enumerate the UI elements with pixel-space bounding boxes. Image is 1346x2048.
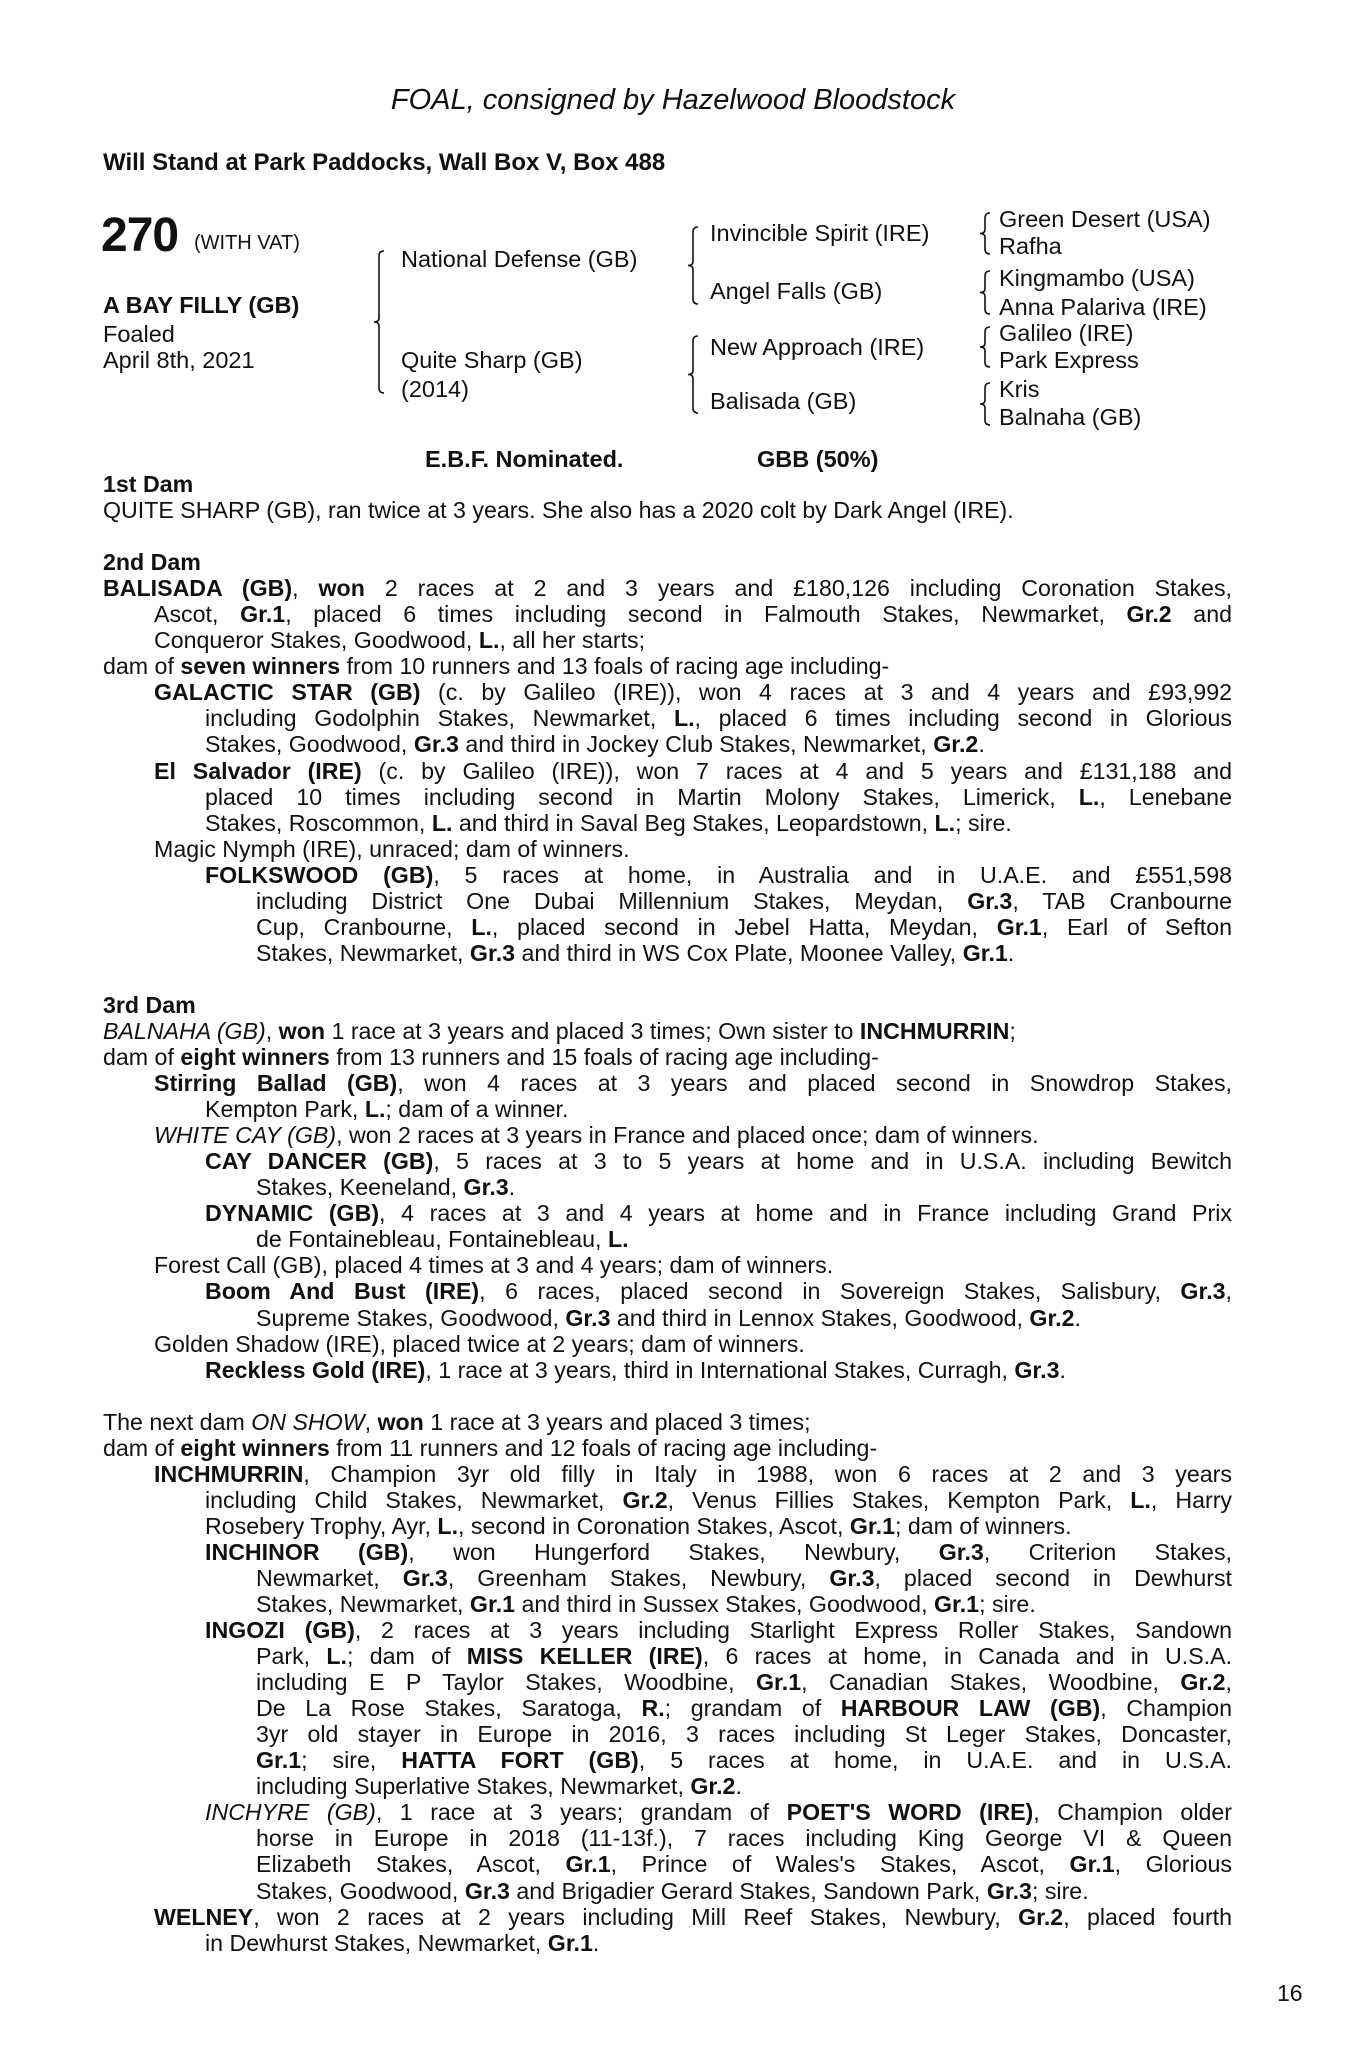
bold-run: INCHMURRIN bbox=[154, 1460, 304, 1487]
text-line bbox=[154, 1904, 1232, 1930]
lot-name: A BAY FILLY (GB) bbox=[103, 292, 300, 318]
text-run: , placed second in Dewhurst bbox=[874, 1564, 1232, 1591]
text-line bbox=[205, 784, 1232, 810]
pedigree-gen3: Kris bbox=[999, 376, 1040, 402]
text-run: ; sire. bbox=[1031, 1877, 1089, 1904]
text-run: , Champion older bbox=[1033, 1799, 1232, 1826]
text-run: Stakes, Roscommon, bbox=[205, 809, 432, 836]
pedigree-entry bbox=[103, 1409, 1232, 1435]
bold-run: Gr.3 bbox=[967, 887, 1013, 914]
lot-number: 270 bbox=[101, 209, 179, 262]
pedigree-gen3: Galileo (IRE) bbox=[999, 320, 1134, 346]
pedigree-gen2: Invincible Spirit (IRE) bbox=[710, 220, 930, 246]
bold-run: Gr.3 bbox=[469, 939, 516, 966]
text-line bbox=[256, 1825, 1232, 1851]
bold-run: L. bbox=[431, 809, 453, 836]
text-run: , won 4 races at 3 years and placed second in Snowdrop Stakes, bbox=[397, 1070, 1232, 1097]
text-run: , won 2 races at 2 years including Mill Reef Stakes, Newbury, bbox=[253, 1903, 1019, 1930]
text-line bbox=[256, 1878, 1232, 1904]
bold-run: Gr.3 bbox=[1180, 1278, 1226, 1305]
text-run: (c. by Galileo (IRE)), won 7 races at 4 and 5 years and £131,188 and bbox=[361, 757, 1232, 784]
text-run: including District One Dubai Millennium Stakes, Meydan, bbox=[256, 887, 968, 914]
pedigree-gen3: Kingmambo (USA) bbox=[999, 265, 1195, 291]
text-run: and third in Lennox Stakes, Goodwood, bbox=[610, 1304, 1030, 1331]
foaled-label: Foaled bbox=[103, 321, 175, 347]
bold-run: Gr.1 bbox=[996, 913, 1042, 940]
text-run: , Earl of Sefton bbox=[1041, 913, 1232, 940]
bold-run: POET'S WORD (IRE) bbox=[786, 1799, 1034, 1826]
text-run: including Superlative Stakes, Newmarket, bbox=[256, 1773, 691, 1800]
pedigree-entry bbox=[103, 1904, 1232, 1956]
text-run: de Fontainebleau, Fontainebleau, bbox=[256, 1226, 608, 1253]
dam-section bbox=[103, 1409, 1232, 1956]
bold-run: Gr.1 bbox=[933, 1591, 980, 1618]
text-run: ; dam of bbox=[347, 1643, 467, 1670]
bold-run: won bbox=[377, 1408, 424, 1435]
text-run: Stakes, Keeneland, bbox=[256, 1174, 464, 1201]
text-line bbox=[256, 940, 1232, 966]
italic-run: WHITE CAY (GB) bbox=[154, 1122, 337, 1149]
text-run: , Greenham Stakes, Newbury, bbox=[447, 1564, 830, 1591]
text-run: from 11 runners and 12 foals of racing age including- bbox=[329, 1434, 878, 1461]
bold-run: L. bbox=[1078, 783, 1100, 810]
bold-run: Gr.1 bbox=[962, 939, 1008, 966]
pedigree-bracket bbox=[978, 382, 994, 426]
text-run: . bbox=[592, 1929, 600, 1956]
text-run: from 10 runners and 13 foals of racing age including- bbox=[340, 653, 890, 680]
bold-run: L. bbox=[326, 1643, 347, 1670]
foaled-date: April 8th, 2021 bbox=[103, 347, 255, 373]
pedigree-gen3: Anna Palariva (IRE) bbox=[999, 294, 1207, 320]
pedigree-gen2: Balisada (GB) bbox=[710, 388, 857, 414]
pedigree-gen3: Rafha bbox=[999, 233, 1062, 259]
text-line bbox=[205, 1539, 1232, 1565]
text-line bbox=[205, 810, 1232, 836]
bold-run: Gr.1 bbox=[1069, 1851, 1115, 1878]
bold-run: Gr.3 bbox=[1014, 1356, 1060, 1383]
text-line bbox=[154, 1461, 1232, 1487]
text-line bbox=[256, 1851, 1232, 1877]
bold-run: Gr.2 bbox=[622, 1486, 668, 1513]
bold-run: Gr.3 bbox=[829, 1564, 875, 1591]
bold-run: INCHINOR (GB) bbox=[205, 1538, 409, 1565]
text-run: Stakes, Goodwood, bbox=[205, 731, 414, 758]
text-run: Ascot, bbox=[154, 601, 241, 628]
bold-run: Gr.2 bbox=[1126, 601, 1172, 628]
text-run: , won 2 races at 3 years in France and placed once; dam of winners. bbox=[336, 1122, 1039, 1149]
text-run: 2 races at 2 and 3 years and £180,126 including Coronation Stakes, bbox=[364, 575, 1232, 602]
text-run: and bbox=[1171, 601, 1232, 628]
bold-run: El Salvador (IRE) bbox=[154, 757, 362, 784]
text-line bbox=[154, 1070, 1232, 1096]
text-run: horse in Europe in 2018 (11-13f.), 7 races including King George VI & Queen bbox=[256, 1825, 1232, 1852]
pedigree-entry bbox=[103, 1252, 1232, 1278]
bold-run: INGOZI (GB) bbox=[205, 1617, 355, 1644]
bold-run: Gr.1 bbox=[849, 1512, 895, 1539]
text-run: , placed second in Jebel Hatta, Meydan, bbox=[491, 913, 997, 940]
text-run: QUITE SHARP (GB), ran twice at 3 years. She also has a 2020 colt by Dark Angel (IRE). bbox=[103, 497, 1014, 524]
dam-section bbox=[103, 549, 1232, 966]
pedigree-entry bbox=[103, 1435, 1232, 1461]
text-run: , Glorious bbox=[1114, 1851, 1232, 1878]
text-line bbox=[103, 497, 1232, 523]
text-line bbox=[256, 1226, 1232, 1252]
bold-run: L. bbox=[471, 913, 492, 940]
bold-run: BALISADA (GB) bbox=[103, 575, 293, 602]
text-run: ; sire. bbox=[955, 809, 1012, 836]
bold-run: Gr.2 bbox=[1029, 1304, 1075, 1331]
bold-run: Gr.3 bbox=[413, 731, 459, 758]
text-run: . bbox=[508, 1174, 516, 1201]
text-run: 3yr old stayer in Europe in 2016, 3 races including St Leger Stakes, Doncaster, bbox=[256, 1721, 1232, 1748]
pedigree-bracket bbox=[978, 326, 994, 368]
pedigree-entry bbox=[103, 862, 1232, 966]
text-run: placed 10 times including second in Martin Molony Stakes, Limerick, bbox=[205, 783, 1079, 810]
text-run: , Criterion Stakes, bbox=[983, 1538, 1232, 1565]
text-line bbox=[154, 836, 1232, 862]
text-run: ; grandam of bbox=[664, 1695, 841, 1722]
pedigree-entry bbox=[103, 1617, 1232, 1799]
text-run: , bbox=[265, 1017, 279, 1044]
text-line bbox=[256, 1747, 1232, 1773]
stand-location: Will Stand at Park Paddocks, Wall Box V, Box 488 bbox=[103, 149, 666, 176]
text-line bbox=[256, 1565, 1232, 1591]
text-line bbox=[103, 1435, 1232, 1461]
bold-run: L. bbox=[478, 627, 500, 654]
pedigree-bracket bbox=[978, 270, 994, 315]
section-heading: 3rd Dam bbox=[103, 991, 196, 1018]
text-run: , 6 races at home, in Canada and in U.S.A. bbox=[702, 1643, 1233, 1670]
text-line bbox=[154, 758, 1232, 784]
text-run: , 2 races at 3 years including Starlight Express Roller Stakes, Sandown bbox=[354, 1617, 1232, 1644]
bold-run: Stirring Ballad (GB) bbox=[154, 1070, 398, 1097]
italic-run: BALNAHA (GB) bbox=[103, 1017, 266, 1044]
pedigree-entry bbox=[103, 1148, 1232, 1200]
text-run: Elizabeth Stakes, Ascot, bbox=[256, 1851, 566, 1878]
bold-run: seven winners bbox=[180, 653, 341, 680]
text-run: , 5 races at home, in U.A.E. and in U.S.A. bbox=[638, 1747, 1232, 1774]
bold-run: CAY DANCER (GB) bbox=[205, 1148, 434, 1175]
text-line bbox=[256, 1305, 1232, 1331]
text-line bbox=[256, 1643, 1232, 1669]
text-run: . bbox=[1007, 939, 1015, 966]
text-line bbox=[256, 1773, 1232, 1799]
gbb-note: GBB (50%) bbox=[757, 446, 879, 472]
text-run: including Godolphin Stakes, Newmarket, bbox=[205, 705, 674, 732]
text-line bbox=[154, 627, 1232, 653]
text-line bbox=[205, 1513, 1232, 1539]
text-line bbox=[154, 601, 1232, 627]
text-line bbox=[256, 914, 1232, 940]
text-run: , placed 6 times including second in Falmouth Stakes, Newmarket, bbox=[285, 601, 1127, 628]
pedigree-gen3: Park Express bbox=[999, 347, 1139, 373]
vat-note: (WITH VAT) bbox=[194, 232, 300, 254]
pedigree-entry bbox=[103, 1070, 1232, 1122]
text-line bbox=[205, 1200, 1232, 1226]
text-run: ; bbox=[1009, 1017, 1016, 1044]
bold-run: HARBOUR LAW (GB) bbox=[840, 1695, 1101, 1722]
text-run: , 4 races at 3 and 4 years at home and in France including Grand Prix bbox=[379, 1200, 1232, 1227]
ebf-nominated: E.B.F. Nominated. bbox=[425, 446, 624, 472]
text-run: . bbox=[735, 1773, 742, 1800]
text-run: Magic Nymph (IRE), unraced; dam of winners. bbox=[154, 835, 630, 862]
bold-run: Gr.3 bbox=[986, 1877, 1032, 1904]
text-run: Forest Call (GB), placed 4 times at 3 and 4 years; dam of winners. bbox=[154, 1252, 834, 1279]
bold-run: Gr.1 bbox=[240, 601, 286, 628]
pedigree-entry bbox=[103, 1799, 1232, 1903]
text-line bbox=[205, 705, 1232, 731]
bold-run: Gr.2 bbox=[690, 1773, 736, 1800]
text-run: Cup, Cranbourne, bbox=[256, 913, 472, 940]
bold-run: Gr.3 bbox=[463, 1174, 509, 1201]
italic-run: INCHYRE (GB) bbox=[205, 1799, 376, 1826]
text-line bbox=[205, 731, 1232, 757]
pedigree-gen3: Balnaha (GB) bbox=[999, 404, 1142, 430]
text-run: , all her starts; bbox=[499, 627, 646, 654]
bold-run: Gr.3 bbox=[464, 1877, 510, 1904]
bold-run: L. bbox=[673, 705, 695, 732]
text-run: Golden Shadow (IRE), placed twice at 2 years; dam of winners. bbox=[154, 1330, 805, 1357]
text-line bbox=[205, 1278, 1232, 1304]
bold-run: Gr.2 bbox=[1018, 1903, 1064, 1930]
bold-run: L. bbox=[1130, 1486, 1151, 1513]
text-run: dam of bbox=[103, 1044, 181, 1071]
text-run: The next dam bbox=[103, 1408, 252, 1435]
bold-run: FOLKSWOOD (GB) bbox=[205, 861, 434, 888]
text-line bbox=[205, 862, 1232, 888]
text-line bbox=[205, 1799, 1232, 1825]
text-run: , Canadian Stakes, Woodbine, bbox=[801, 1669, 1181, 1696]
text-run: from 13 runners and 15 foals of racing age including- bbox=[329, 1044, 879, 1071]
pedigree-entry bbox=[103, 497, 1232, 523]
text-line bbox=[103, 653, 1232, 679]
text-run: ; dam of a winner. bbox=[385, 1096, 569, 1123]
pedigree-entry bbox=[103, 1200, 1232, 1252]
bold-run: L. bbox=[364, 1096, 386, 1123]
bold-run: Gr.2 bbox=[933, 731, 979, 758]
pedigree-entry bbox=[103, 1461, 1232, 1539]
pedigree-dam-year: (2014) bbox=[401, 376, 469, 402]
text-run: Supreme Stakes, Goodwood, bbox=[256, 1304, 566, 1331]
text-run: 1 race at 3 years and placed 3 times; Own sister to bbox=[325, 1017, 860, 1044]
text-run: , bbox=[1225, 1278, 1232, 1305]
pedigree-notes bbox=[103, 471, 1232, 1956]
dam-section bbox=[103, 992, 1232, 1383]
text-run: including Child Stakes, Newmarket, bbox=[205, 1486, 623, 1513]
text-run: ; dam of winners. bbox=[895, 1512, 1072, 1539]
bold-run: Gr.1 bbox=[547, 1929, 593, 1956]
bold-run: R. bbox=[641, 1695, 665, 1722]
text-line bbox=[154, 1331, 1232, 1357]
text-run: ; sire, bbox=[301, 1747, 402, 1774]
text-run: , Venus Fillies Stakes, Kempton Park, bbox=[667, 1486, 1131, 1513]
text-run: Park, bbox=[256, 1643, 327, 1670]
text-line bbox=[154, 1122, 1232, 1148]
pedigree-entry bbox=[103, 653, 1232, 679]
text-run: and third in Sussex Stakes, Goodwood, bbox=[515, 1591, 934, 1618]
pedigree-entry bbox=[103, 1357, 1232, 1383]
text-run: , won Hungerford Stakes, Newbury, bbox=[408, 1538, 939, 1565]
bold-run: Gr.3 bbox=[402, 1564, 448, 1591]
text-line bbox=[154, 679, 1232, 705]
text-line bbox=[205, 1617, 1232, 1643]
text-line bbox=[256, 1721, 1232, 1747]
text-line bbox=[205, 1148, 1232, 1174]
bold-run: INCHMURRIN bbox=[859, 1017, 1010, 1044]
text-run: Stakes, Goodwood, bbox=[256, 1877, 465, 1904]
text-run: and third in Saval Beg Stakes, Leopardstown, bbox=[452, 809, 935, 836]
text-line bbox=[256, 1695, 1232, 1721]
pedigree-entry bbox=[103, 1331, 1232, 1357]
pedigree-entry bbox=[103, 1044, 1232, 1070]
text-line bbox=[256, 1669, 1232, 1695]
text-line bbox=[103, 1044, 1232, 1070]
pedigree-gen3: Green Desert (USA) bbox=[999, 206, 1211, 232]
text-run: , placed fourth bbox=[1063, 1903, 1233, 1930]
pedigree-entry bbox=[103, 1539, 1232, 1617]
pedigree-entry bbox=[103, 575, 1232, 653]
text-run: , Prince of Wales's Stakes, Ascot, bbox=[610, 1851, 1070, 1878]
text-run: Conqueror Stakes, Goodwood, bbox=[154, 627, 479, 654]
text-run: Kempton Park, bbox=[205, 1096, 365, 1123]
pedigree-dam: Quite Sharp (GB) bbox=[401, 347, 583, 373]
text-run: . bbox=[978, 731, 985, 758]
text-run: (c. by Galileo (IRE)), won 4 races at 3 and 4 years and £93,992 bbox=[420, 679, 1232, 706]
text-run: , bbox=[292, 575, 319, 602]
text-run: Rosebery Trophy, Ayr, bbox=[205, 1512, 438, 1539]
text-line bbox=[103, 575, 1232, 601]
pedigree-bracket bbox=[978, 212, 994, 255]
text-run: and third in WS Cox Plate, Moonee Valley, bbox=[515, 939, 963, 966]
text-run: , TAB Cranbourne bbox=[1012, 887, 1232, 914]
pedigree-gen2: New Approach (IRE) bbox=[710, 334, 925, 360]
text-run: , placed 6 times including second in Glorious bbox=[694, 705, 1232, 732]
pedigree-bracket bbox=[686, 226, 702, 305]
text-line bbox=[205, 1487, 1232, 1513]
text-run: , Harry bbox=[1150, 1486, 1233, 1513]
text-run: Newmarket, bbox=[256, 1564, 403, 1591]
text-run: , bbox=[1225, 1669, 1232, 1696]
text-run: , 5 races at home, in Australia and in U.A.E. and £551,598 bbox=[433, 861, 1232, 888]
bold-run: Gr.1 bbox=[755, 1669, 802, 1696]
text-line bbox=[205, 1930, 1232, 1956]
bold-run: DYNAMIC (GB) bbox=[205, 1200, 380, 1227]
bold-run: Gr.3 bbox=[938, 1538, 984, 1565]
pedigree-entry bbox=[103, 1122, 1232, 1148]
text-run: De La Rose Stakes, Saratoga, bbox=[256, 1695, 642, 1722]
pedigree-entry bbox=[103, 1278, 1232, 1330]
text-run: Stakes, Newmarket, bbox=[256, 1591, 470, 1618]
bold-run: Gr.2 bbox=[1180, 1669, 1226, 1696]
section-heading: 2nd Dam bbox=[103, 549, 201, 576]
pedigree-bracket bbox=[686, 335, 702, 414]
text-run: , bbox=[364, 1408, 378, 1435]
bold-run: Gr.1 bbox=[469, 1591, 516, 1618]
text-run: . bbox=[1059, 1356, 1066, 1383]
bold-run: Gr.1 bbox=[256, 1747, 302, 1774]
pedigree-sire: National Defense (GB) bbox=[401, 246, 638, 272]
text-line bbox=[103, 1409, 1232, 1435]
bold-run: Boom And Bust (IRE) bbox=[205, 1278, 480, 1305]
text-line bbox=[103, 1018, 1232, 1044]
text-run: , 1 race at 3 years, third in International Stakes, Curragh, bbox=[425, 1356, 1015, 1383]
text-run: Stakes, Newmarket, bbox=[256, 939, 470, 966]
pedigree-bracket bbox=[372, 250, 388, 394]
text-line bbox=[154, 1252, 1232, 1278]
pedigree-entry bbox=[103, 1018, 1232, 1044]
text-line bbox=[256, 1591, 1232, 1617]
bold-run: Gr.3 bbox=[565, 1304, 611, 1331]
text-run: , 5 races at 3 to 5 years at home and in U.S.A. including Bewitch bbox=[433, 1148, 1232, 1175]
text-run: and third in Jockey Club Stakes, Newmarket, bbox=[458, 731, 934, 758]
bold-run: L. bbox=[934, 809, 956, 836]
page-title: FOAL, consigned by Hazelwood Bloodstock bbox=[390, 84, 956, 116]
bold-run: L. bbox=[437, 1512, 459, 1539]
text-run: , Champion bbox=[1100, 1695, 1233, 1722]
text-run: , 1 race at 3 years; grandam of bbox=[375, 1799, 787, 1826]
bold-run: won bbox=[278, 1017, 326, 1044]
text-run: , second in Coronation Stakes, Ascot, bbox=[458, 1512, 850, 1539]
bold-run: won bbox=[318, 575, 365, 602]
text-run: in Dewhurst Stakes, Newmarket, bbox=[205, 1929, 548, 1956]
text-run: including E P Taylor Stakes, Woodbine, bbox=[256, 1669, 756, 1696]
bold-run: L. bbox=[607, 1226, 629, 1253]
bold-run: eight winners bbox=[180, 1434, 330, 1461]
text-run: , Lenebane bbox=[1099, 783, 1232, 810]
bold-run: MISS KELLER (IRE) bbox=[466, 1643, 703, 1670]
bold-run: GALACTIC STAR (GB) bbox=[154, 679, 421, 706]
bold-run: Reckless Gold (IRE) bbox=[205, 1356, 426, 1383]
pedigree-entry bbox=[103, 679, 1232, 757]
bold-run: eight winners bbox=[180, 1044, 330, 1071]
text-run: and Brigadier Gerard Stakes, Sandown Park, bbox=[509, 1877, 987, 1904]
text-run: dam of bbox=[103, 653, 181, 680]
text-line bbox=[205, 1096, 1232, 1122]
page-number: 16 bbox=[1277, 1980, 1303, 2006]
pedigree-gen2: Angel Falls (GB) bbox=[710, 278, 883, 304]
dam-section bbox=[103, 471, 1232, 523]
text-line bbox=[205, 1357, 1232, 1383]
text-line bbox=[256, 1174, 1232, 1200]
section-heading: 1st Dam bbox=[103, 471, 194, 497]
italic-run: ON SHOW bbox=[251, 1408, 365, 1435]
text-run: , 6 races, placed second in Sovereign Stakes, Salisbury, bbox=[479, 1278, 1181, 1305]
text-run: , Champion 3yr old filly in Italy in 1988, won 6 races at 2 and 3 years bbox=[303, 1460, 1232, 1487]
text-run: dam of bbox=[103, 1434, 181, 1461]
bold-run: WELNEY bbox=[154, 1903, 254, 1930]
text-run: ; sire. bbox=[979, 1591, 1036, 1618]
text-run: . bbox=[1074, 1304, 1081, 1331]
pedigree-entry bbox=[103, 836, 1232, 862]
text-line bbox=[256, 888, 1232, 914]
pedigree-entry bbox=[103, 758, 1232, 836]
text-run: 1 race at 3 years and placed 3 times; bbox=[423, 1408, 811, 1435]
bold-run: HATTA FORT (GB) bbox=[401, 1747, 639, 1774]
bold-run: Gr.1 bbox=[565, 1851, 611, 1878]
